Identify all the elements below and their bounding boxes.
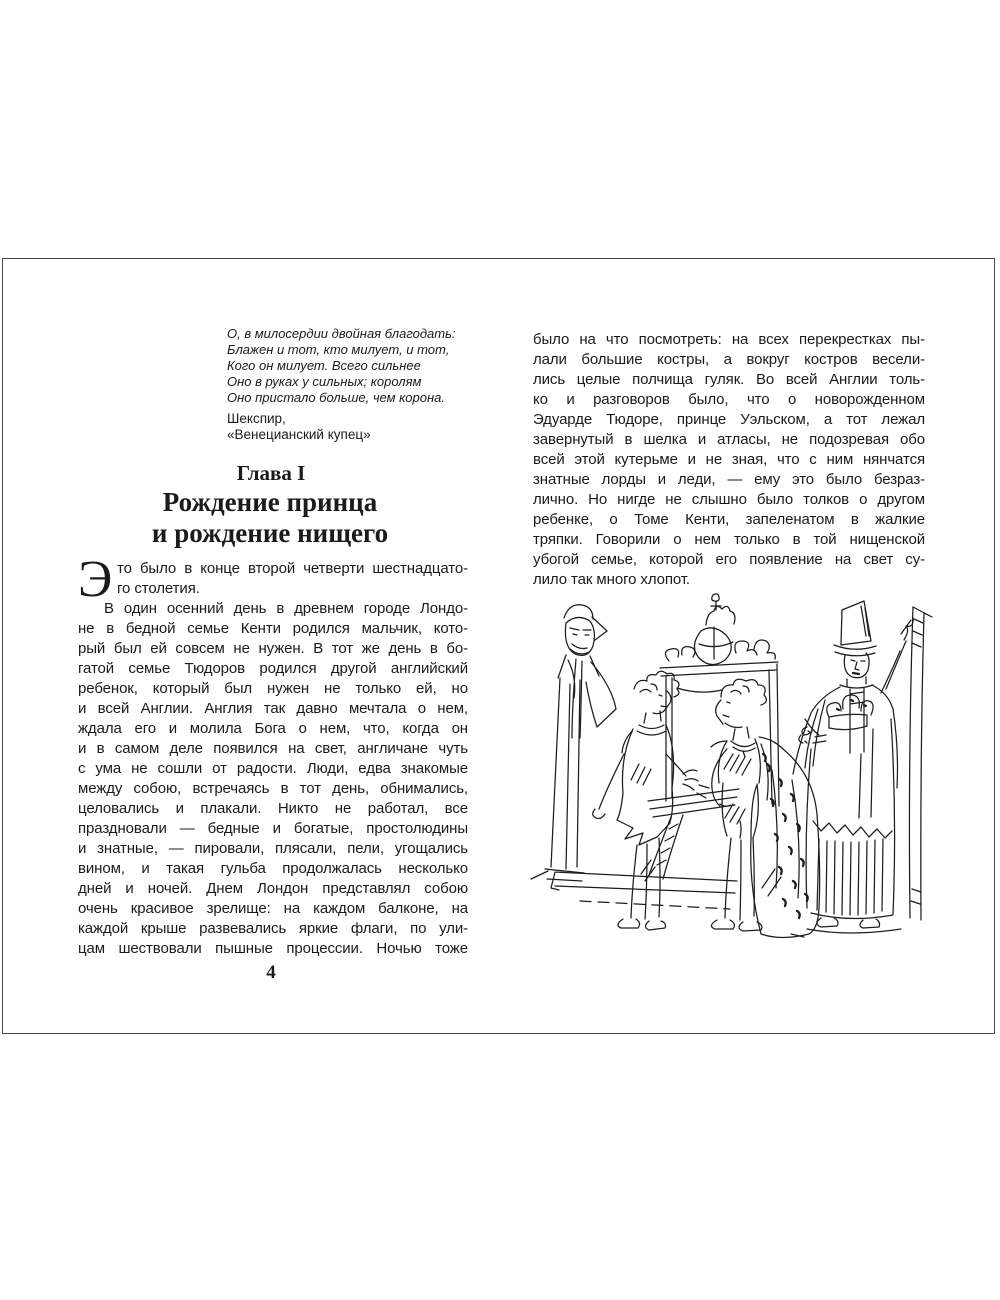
text-line: между собою, встречаясь в тот день, обнимались, bbox=[78, 780, 468, 797]
text-line: ребенок, который был нужен не только ей, но bbox=[78, 680, 468, 697]
bishop-hat bbox=[841, 601, 871, 645]
chapter-title-line2: и рождение нищего bbox=[151, 518, 389, 548]
text-line: В один осенний день в древнем городе Лондо- bbox=[104, 600, 468, 617]
text-line: Эдуарде Тюдоре, принце Уэльском, а тот лежал bbox=[533, 411, 925, 428]
text-line: вином, и такая гульба продолжалась несколько bbox=[78, 860, 468, 877]
text-line: каждой крыше развевались яркие флаги, по ули- bbox=[78, 920, 468, 937]
text-line: Оно пристало больше, чем корона. bbox=[227, 390, 445, 405]
text-line: лали большие костры, а вокруг костров весели- bbox=[533, 351, 925, 368]
chapter-illustration bbox=[520, 588, 960, 940]
text-line: дней и ночей. Днем Лондон представлял собою bbox=[78, 880, 468, 897]
chapter-title bbox=[55, 487, 485, 549]
text-line: лило так много хлопот. bbox=[533, 571, 690, 588]
drop-cap: Э bbox=[78, 551, 113, 608]
text-line: ждала его и молила Бога о нем, что, когда он bbox=[78, 720, 468, 737]
text-line: убогой семье, которой его появление на свет су- bbox=[533, 551, 925, 568]
text-line: то было в конце второй четверти шестнадцато- bbox=[117, 560, 468, 577]
text-line: целовались и плакали. Никто не работал, все bbox=[78, 800, 468, 817]
text-line: Кого он милует. Всего сильнее bbox=[227, 358, 421, 373]
text-line: ко и разговоров было, что о новорожденном bbox=[533, 391, 925, 408]
epigraph-poem bbox=[227, 326, 459, 406]
text-line: гатой семье Тюдоров родился другой английский bbox=[78, 660, 468, 677]
text-line: лись целые полчища гуляк. Во всей Англии толь- bbox=[533, 371, 925, 388]
left-text-column bbox=[78, 551, 468, 959]
text-line: завернутый в шелка и атласы, не подозревая обо bbox=[533, 431, 925, 448]
text-line: тряпки. Говорили о нем только в той нищенской bbox=[533, 531, 925, 548]
chapter-title-line1: Рождение принца bbox=[162, 487, 378, 517]
mirror-frame bbox=[660, 662, 778, 676]
left-column-lines bbox=[78, 551, 468, 959]
text-line: и знатные, — пировали, плясали, пели, угощались bbox=[78, 840, 468, 857]
text-line: Шекспир, bbox=[227, 411, 286, 426]
text-line: знатные лорды и леди, — ему это было безраз- bbox=[533, 471, 925, 488]
text-line: го столетия. bbox=[117, 580, 200, 597]
text-line: Оно в руках у сильных; королям bbox=[227, 374, 422, 389]
chapter-label: Глава I bbox=[236, 461, 306, 485]
text-line: очень красивое зрелище: на каждом балконе, на bbox=[78, 900, 468, 917]
text-line: Блажен и тот, кто милует, и тот, bbox=[227, 342, 450, 357]
text-line: О, в милосердии двойная благодать: bbox=[227, 326, 456, 341]
text-line: было на что посмотреть: на всех перекрестках пы- bbox=[533, 331, 925, 348]
page-number: 4 bbox=[266, 962, 276, 983]
text-line: и в самом деле появился на свет, англичане чуть bbox=[78, 740, 468, 757]
orb-crown bbox=[706, 606, 735, 625]
text-line: не в бедной семье Кенти родился мальчик, кото- bbox=[78, 620, 468, 637]
epigraph-attribution bbox=[227, 411, 459, 442]
right-text-column bbox=[533, 330, 925, 590]
bench bbox=[648, 789, 739, 817]
text-line: и всей Англии. Англия так давно мечтала о нем, bbox=[78, 700, 468, 717]
text-line: ребенке, о Томе Кенти, запеленатом в жалкие bbox=[533, 511, 925, 528]
text-line: праздновали — бедные и богатые, простолюдины bbox=[78, 820, 468, 837]
text-line: с ума не сошли от радости. Люди, едва знакомые bbox=[78, 760, 468, 777]
held-crown bbox=[829, 714, 867, 729]
text-line: цам шествовали пышные процессии. Ночью тоже bbox=[78, 940, 468, 957]
staff bbox=[909, 607, 932, 920]
text-line: всей этой кутерьме и не зная, что с ним нянчатся bbox=[533, 451, 925, 468]
text-line: лично. Но нигде не слышно было толков о другом bbox=[533, 491, 925, 508]
epigraph bbox=[227, 326, 459, 442]
prince-hair bbox=[721, 679, 766, 705]
text-line: «Венецианский купец» bbox=[227, 426, 371, 442]
text-line: рый был ей совсем не нужен. В тот же день в бо- bbox=[78, 640, 468, 657]
